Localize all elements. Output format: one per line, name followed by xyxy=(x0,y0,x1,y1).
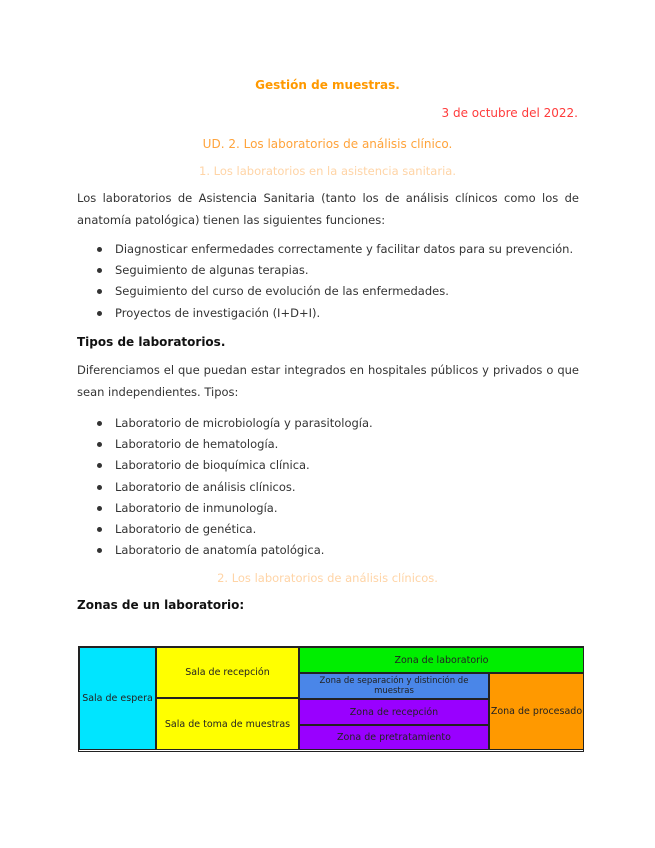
table-cell-sala-espera: Sala de espera xyxy=(79,647,156,750)
table-cell-sala-toma: Sala de toma de muestras xyxy=(156,698,299,750)
table-cell-zona-pretratamiento: Zona de pretratamiento xyxy=(299,725,489,750)
table-cell-zona-recepcion: Zona de recepción xyxy=(299,699,489,725)
bullet-icon xyxy=(97,485,102,490)
table-cell-sala-recepcion: Sala de recepción xyxy=(156,647,299,698)
types-list xyxy=(77,413,373,561)
section-2-title: 2. Los laboratorios de análisis clínicos. xyxy=(217,571,438,585)
zones-table xyxy=(78,646,584,752)
list-item: Laboratorio de anatomía patológica. xyxy=(77,540,373,561)
list-item: Seguimiento de algunas terapias. xyxy=(77,260,573,281)
list-item: Laboratorio de hematología. xyxy=(77,434,373,455)
list-item: Laboratorio de inmunología. xyxy=(77,498,373,519)
list-item: Diagnosticar enfermedades correctamente y facilitar datos para su prevención. xyxy=(77,239,573,260)
list-item: Laboratorio de análisis clínicos. xyxy=(77,477,373,498)
table-cell-zona-laboratorio: Zona de laboratorio xyxy=(299,647,584,673)
bullet-icon xyxy=(97,289,102,294)
zones-heading: Zonas de un laboratorio: xyxy=(77,598,245,612)
bullet-icon xyxy=(97,548,102,553)
functions-list xyxy=(77,239,573,324)
types-paragraph: Diferenciamos el que puedan estar integrados en hospitales públicos y privados o que sean independientes. Tipos: xyxy=(77,363,579,399)
bullet-icon xyxy=(97,247,102,252)
document-title: Gestión de muestras. xyxy=(255,78,400,92)
list-item: Laboratorio de bioquímica clínica. xyxy=(77,455,373,476)
list-item: Proyectos de investigación (I+D+I). xyxy=(77,303,573,324)
section-1-title: 1. Los laboratorios en la asistencia sanitaria. xyxy=(199,164,456,178)
list-item: Laboratorio de genética. xyxy=(77,519,373,540)
table-cell-zona-separacion: Zona de separación y distinción de muestras xyxy=(299,673,489,699)
bullet-icon xyxy=(97,506,102,511)
bullet-icon xyxy=(97,421,102,426)
bullet-icon xyxy=(97,311,102,316)
document-date: 3 de octubre del 2022. xyxy=(441,106,578,120)
unit-title: UD. 2. Los laboratorios de análisis clínico. xyxy=(202,137,453,151)
bullet-icon xyxy=(97,527,102,532)
intro-paragraph: Los laboratorios de Asistencia Sanitaria (tanto los de análisis clínicos como los de anatomía patológica) tienen las siguientes funciones: xyxy=(77,191,579,227)
list-item: Laboratorio de microbiología y parasitología. xyxy=(77,413,373,434)
list-item: Seguimiento del curso de evolución de las enfermedades. xyxy=(77,281,573,302)
bullet-icon xyxy=(97,442,102,447)
types-heading: Tipos de laboratorios. xyxy=(77,335,226,349)
table-cell-zona-procesado: Zona de procesado xyxy=(489,673,584,750)
bullet-icon xyxy=(97,463,102,468)
bullet-icon xyxy=(97,268,102,273)
